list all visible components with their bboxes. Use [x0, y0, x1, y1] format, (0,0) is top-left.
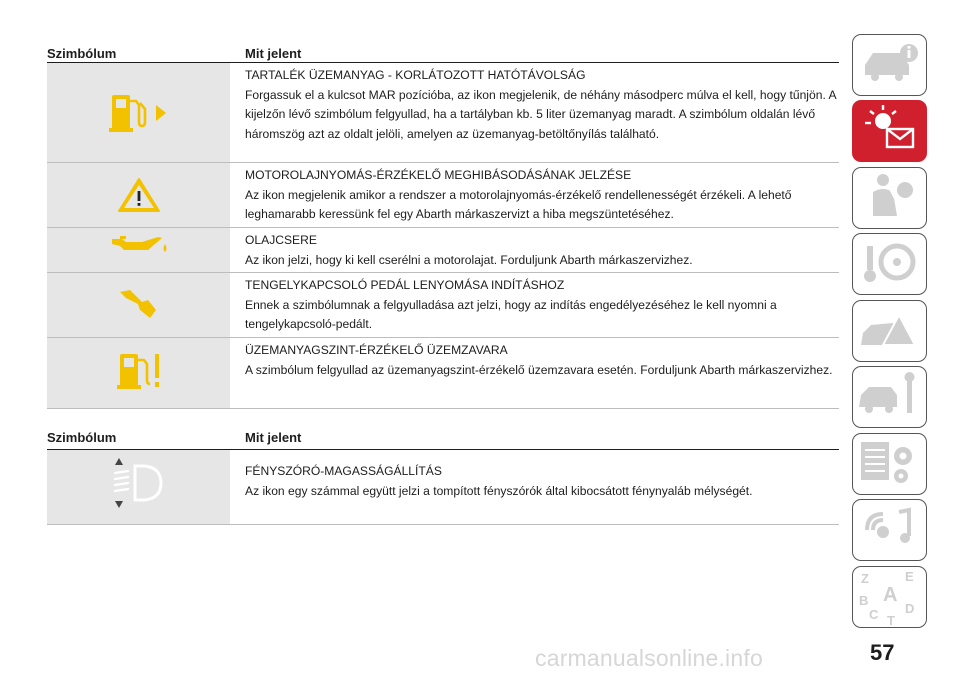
- symbol-cell: [47, 163, 230, 227]
- row-title: OLAJCSERE: [245, 233, 317, 247]
- car-info-icon: [853, 35, 925, 93]
- header-meaning: Mit jelent: [245, 46, 302, 61]
- meaning-cell: [230, 338, 833, 408]
- table-row: [47, 228, 839, 273]
- warning-triangle-icon: [117, 163, 161, 213]
- symbol-cell: [47, 338, 230, 408]
- fuel-reserve-icon: [106, 63, 172, 135]
- fuel-sensor-fault-icon: [114, 338, 164, 392]
- symbol-cell: [47, 450, 230, 524]
- meaning-cell: [230, 273, 839, 337]
- index-letter: D: [905, 601, 915, 616]
- table1-header: [47, 46, 302, 61]
- index-letter: E: [905, 569, 914, 584]
- index-letter: B: [859, 593, 869, 608]
- symbol-cell: [47, 273, 230, 337]
- index-letter: A: [883, 584, 898, 606]
- table-row: [47, 163, 839, 228]
- table-row: [47, 449, 839, 525]
- table-row: [47, 273, 839, 338]
- tab-start-drive[interactable]: [852, 233, 927, 295]
- meaning-cell: [230, 228, 693, 272]
- row-text: A szimbólum felgyullad az üzemanyagszint-érzékelő üzemzavara esetén. Forduljunk Abarth márkaszervizhez.: [245, 362, 833, 377]
- watermark: carmanualsonline.info: [535, 645, 763, 671]
- tab-emergency[interactable]: [852, 300, 927, 362]
- symbol-table-1: [47, 62, 839, 409]
- seatbelt-airbag-icon: [853, 168, 925, 226]
- header-symbol: Szimbólum: [47, 430, 117, 445]
- table2-header: [47, 430, 302, 445]
- row-text: Ennek a szimbólumnak a felgyulladása azt jelzi, hogy az indítás engedélyezéséhez le kell nyomni a tengelykapcsoló-pedált.: [245, 297, 777, 332]
- row-title: TARTALÉK ÜZEMANYAG - KORLÁTOZOTT HATÓTÁVOLSÁG: [245, 68, 586, 82]
- header-symbol: Szimbólum: [47, 46, 117, 61]
- car-service-icon: [853, 367, 925, 425]
- clutch-pedal-icon: [116, 273, 162, 322]
- meaning-cell: [230, 450, 753, 524]
- tab-warning-lights[interactable]: [852, 100, 927, 162]
- table-row: [47, 338, 839, 409]
- table-row: [47, 62, 839, 163]
- multimedia-icon: [853, 500, 925, 558]
- row-text: Az ikon egy számmal együtt jelzi a tompított fényszórók által kibocsátott fénynyaláb mélységét.: [245, 483, 753, 498]
- technical-data-icon: [853, 434, 925, 492]
- key-steering-wheel-icon: [853, 234, 925, 292]
- tab-car-info[interactable]: [852, 34, 927, 96]
- row-title: TENGELYKAPCSOLÓ PEDÁL LENYOMÁSA INDÍTÁSHOZ: [245, 278, 565, 292]
- tab-index[interactable]: [852, 566, 927, 628]
- row-title: ÜZEMANYAGSZINT-ÉRZÉKELŐ ÜZEMZAVARA: [245, 343, 508, 357]
- index-letters-icon: [853, 567, 925, 627]
- meaning-cell: [230, 163, 839, 227]
- index-letter: C: [869, 607, 879, 622]
- symbol-cell: [47, 63, 230, 162]
- tab-multimedia[interactable]: [852, 499, 927, 561]
- row-title: MOTOROLAJNYOMÁS-ÉRZÉKELŐ MEGHIBÁSODÁSÁNAK JELZÉSE: [245, 168, 632, 182]
- row-text: Forgassuk el a kulcsot MAR pozícióba, az ikon megjelenik, de néhány másodperc múlva el kell, hogy tűnjön. A kijelzőn lévő szimbólum felgyullad, ha a tartályban kb. 5 liter üzemanyag maradt. A szimbólum oldalán lévő háromszög azt az oldalt jelöli, amelyen az üzemanyag-betöltőnyílás található.: [245, 87, 836, 141]
- symbol-cell: [47, 228, 230, 272]
- headlight-leveling-icon: [111, 450, 167, 510]
- header-meaning: Mit jelent: [245, 430, 302, 445]
- tab-maintenance[interactable]: [852, 366, 927, 428]
- oil-can-icon: [108, 228, 170, 258]
- row-text: Az ikon jelzi, hogy ki kell cserélni a motorolajat. Forduljunk Abarth márkaszervizhez.: [245, 252, 693, 267]
- car-breakdown-icon: [853, 301, 925, 359]
- row-title: FÉNYSZÓRÓ-MAGASSÁGÁLLÍTÁS: [245, 464, 442, 478]
- page-number: 57: [870, 640, 895, 665]
- tab-safety[interactable]: [852, 167, 927, 229]
- tab-technical-data[interactable]: [852, 433, 927, 495]
- warning-light-message-icon: [853, 101, 925, 159]
- index-letter: Z: [861, 571, 869, 586]
- row-text: Az ikon megjelenik amikor a rendszer a motorolajnyomás-érzékelő rendellenességét érzékeli. A lehető leghamarabb keressünk fel egy Abarth márkaszervizt a hiba megszüntetéséhez.: [245, 187, 792, 222]
- meaning-cell: [230, 63, 839, 162]
- symbol-table-2: [47, 449, 839, 525]
- index-letter: T: [887, 613, 895, 627]
